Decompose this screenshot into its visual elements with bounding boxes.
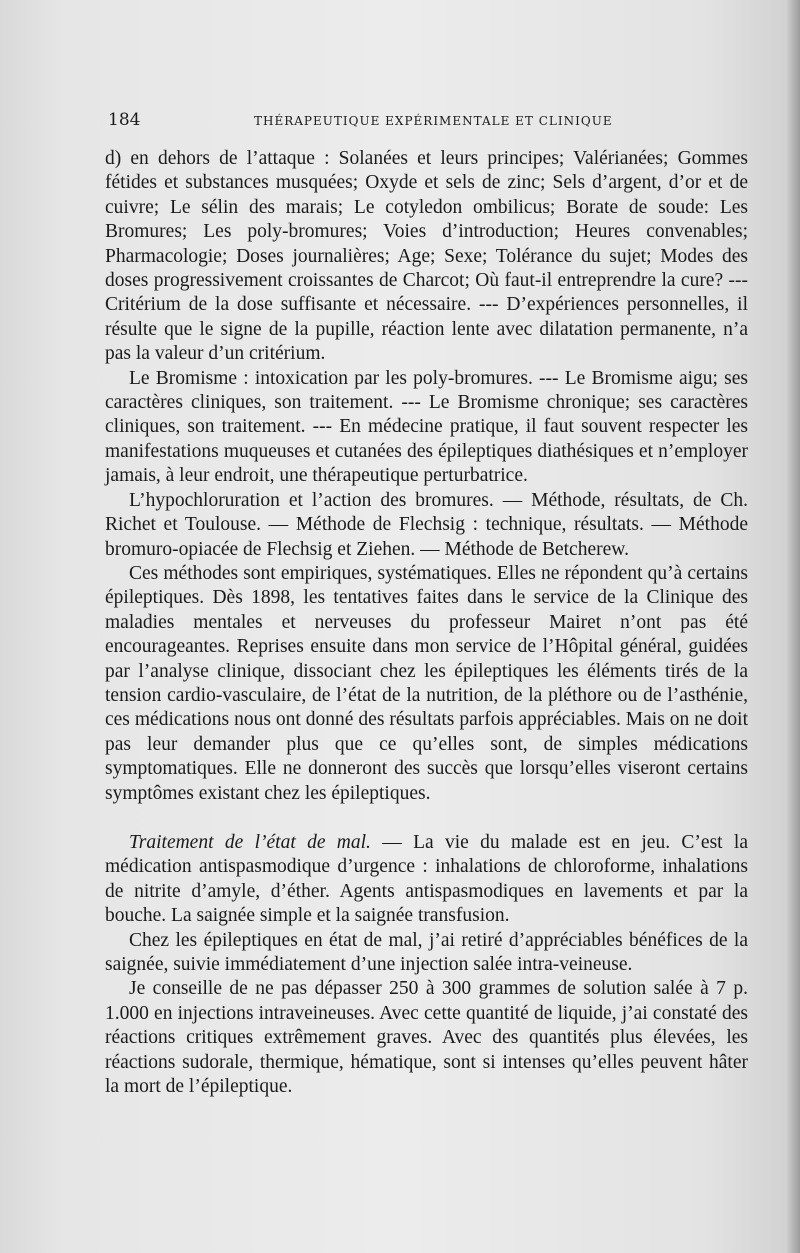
section-gap bbox=[105, 806, 748, 831]
paragraph-3: L’hypochloruration et l’action des bromures. — Méthode, résultats, de Ch. Richet et Toulouse. — Méthode de Flechsig : technique, résultats. — Méthode bromuro-opiacée de Flechsig et Ziehen. — Méthode de Betcherew. bbox=[105, 489, 748, 560]
page-header bbox=[108, 110, 748, 138]
page-number: 184 bbox=[108, 110, 141, 130]
section-title: Traitement de l’état de mal. bbox=[129, 831, 371, 853]
paragraph-1: d) en dehors de l’attaque : Solanées et leurs principes; Valérianées; Gommes fétides et substances musquées; Oxyde et sels de zinc; Sels d’argent, d’or et de cuivre; Le sélin des marais; Le cotyledon ombilicus; Borate de soude: Les Bromures; Les poly-bromures; Voies d’introduction; Heures convenables; Pharmacologie; Doses journalières; Age; Sexe; Tolérance du sujet; Modes des doses progressivement croissantes de Charcot; Où faut-il entreprendre la cure? --- Critérium de la dose suffisante et nécessaire. --- D’expériences personnelles, il résulte que le signe de la pupille, réaction lente avec dilatation permanente, n’a pas la valeur d’un critérium. bbox=[105, 148, 748, 365]
running-title: THÉRAPEUTIQUE EXPÉRIMENTALE ET CLINIQUE bbox=[254, 114, 613, 128]
body-text bbox=[105, 147, 748, 1099]
section-paragraph bbox=[105, 831, 748, 929]
section-paragraph-3: Je conseille de ne pas dépasser 250 à 300 grammes de solution salée à 7 p. 1.000 en injections intraveineuses. Avec cette quantité de liquide, j’ai constaté des réactions critiques extrêmement graves. Avec des quantités plus élevées, les réactions sudorale, thermique, hématique, sont si intenses qu’elles peuvent hâter la mort de l’épileptique. bbox=[105, 978, 748, 1098]
paragraph-2: Le Bromisme : intoxication par les poly-bromures. --- Le Bromisme aigu; ses caractères cliniques, son traitement. --- Le Bromisme chronique; ses caractères cliniques, son traitement. --- En médecine pratique, il faut souvent respecter les manifestations muqueuses et cutanées des épileptiques diathésiques et n’employer jamais, à leur endroit, une thérapeutique perturbatrice. bbox=[105, 367, 748, 487]
section-paragraph-2: Chez les épileptiques en état de mal, j’ai retiré d’appréciables bénéfices de la saignée, suivie immédiatement d’une injection salée intra-veineuse. bbox=[105, 929, 748, 975]
paragraph-4: Ces méthodes sont empiriques, systématiques. Elles ne répondent qu’à certains épileptiques. Dès 1898, les tentatives faites dans le service de la Clinique des maladies mentales et nerveuses du professeur Mairet n’ont pas été encourageantes. Reprises ensuite dans mon service de l’Hôpital général, guidées par l’analyse clinique, dissociant chez les épileptiques les éléments tirés de la tension cardio-vasculaire, de l’état de la nutrition, de la pléthore ou de l’asthénie, ces médications nous ont donné des résultats parfois appréciables. Mais on ne doit pas leur demander plus que ce qu’elles sont, de simples médications symptomatiques. Elle ne donneront des succès que lorsqu’elles viseront certains symptômes existant chez les épileptiques. bbox=[105, 562, 748, 804]
section-intro: — La vie du malade est en jeu. C’est la médication antispasmodique d’urgence : inhalations de chloroforme, inhalations de nitrite d’amyle, d’éther. Agents antispasmodiques en lavements et par la bouche. La saignée simple et la saignée transfusion. bbox=[105, 831, 748, 927]
